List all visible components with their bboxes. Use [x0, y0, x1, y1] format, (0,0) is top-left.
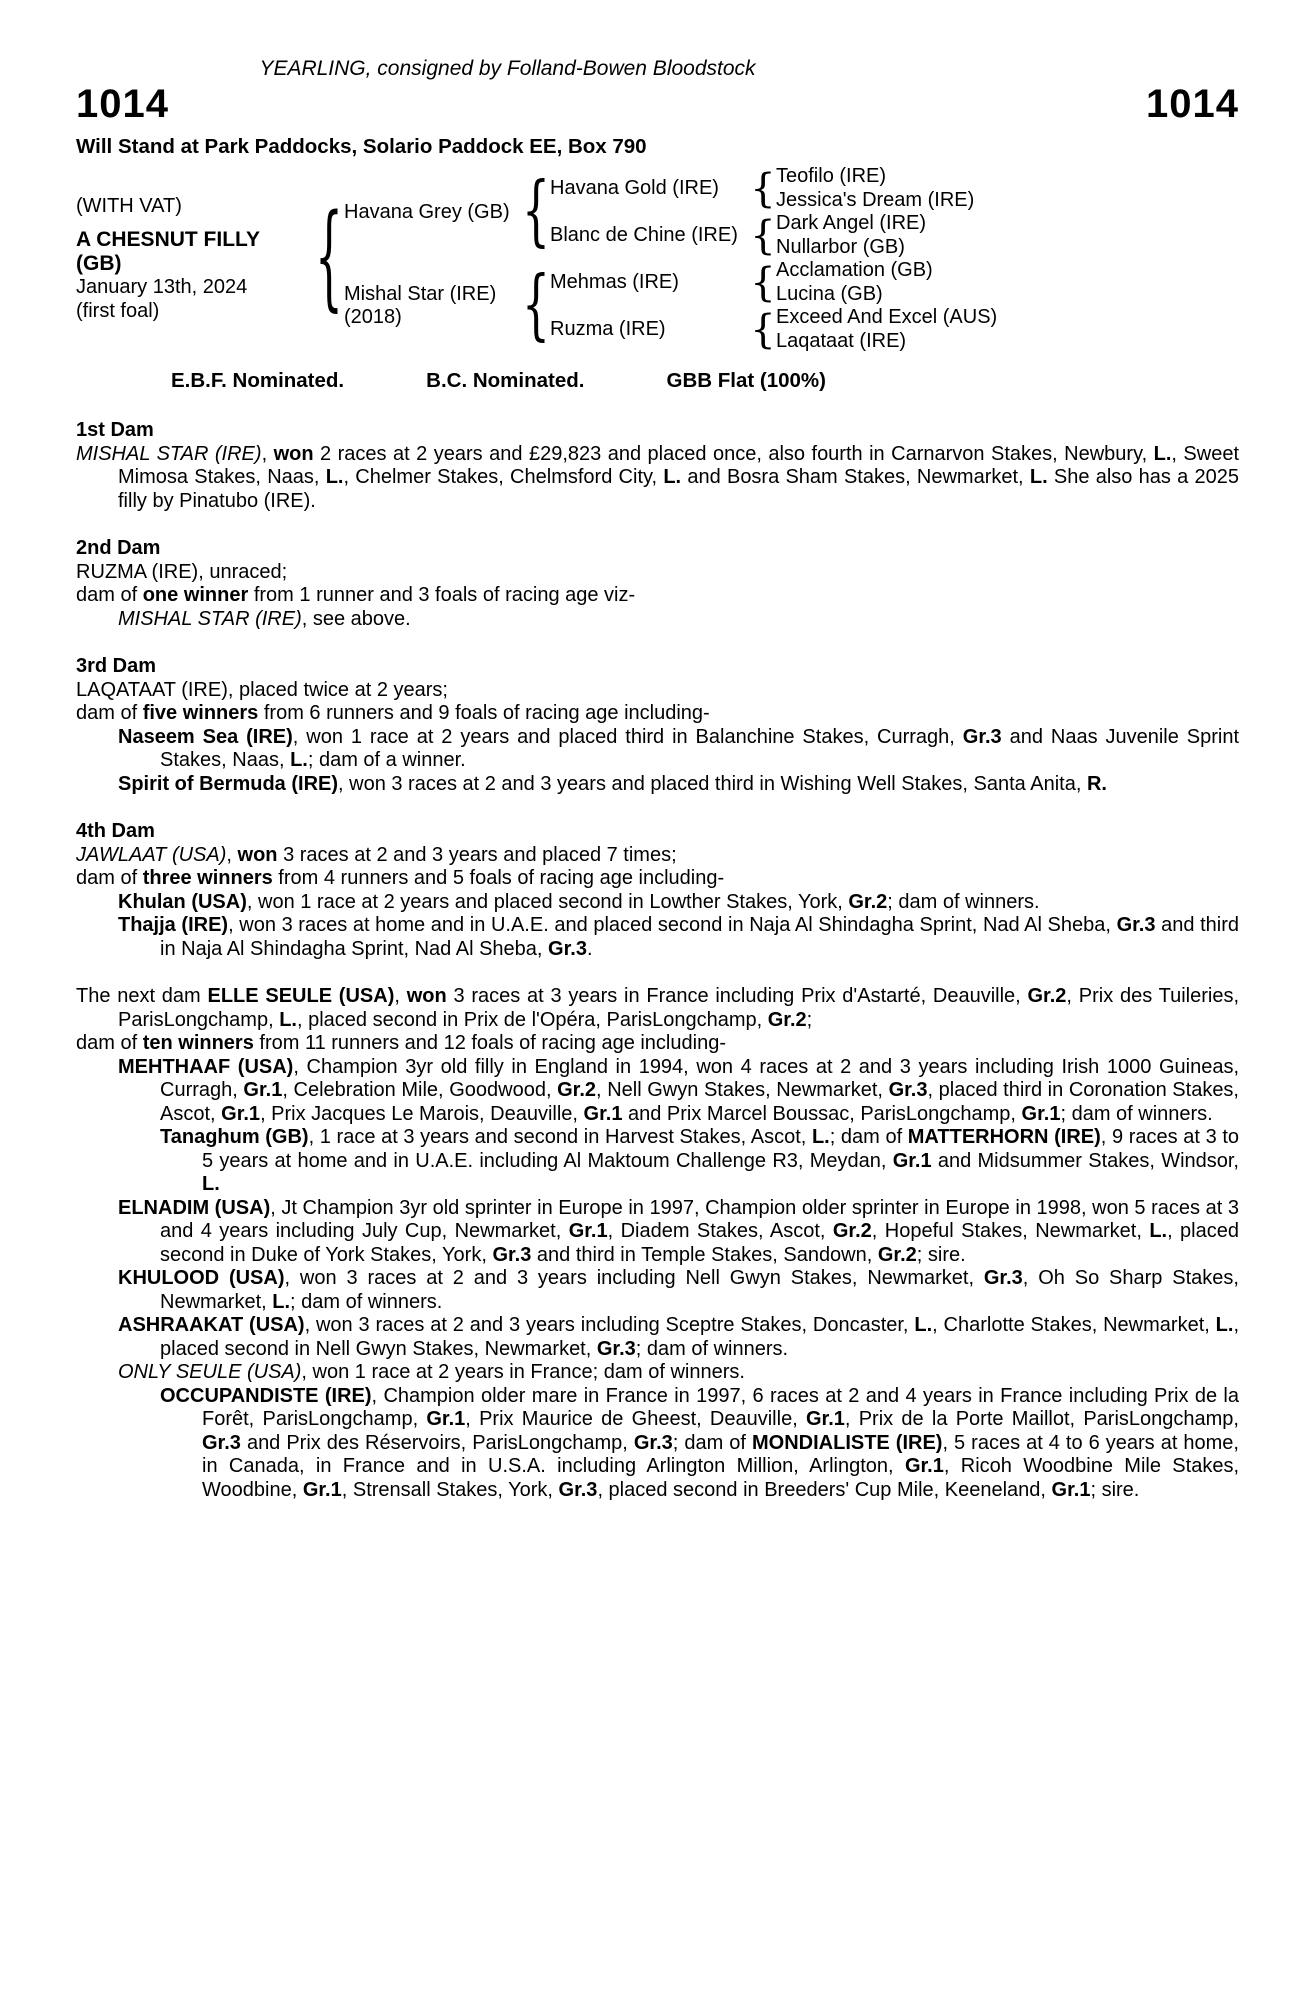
sire-dam-sire-name: Dark Angel (IRE): [776, 212, 927, 235]
pedigree-text-paragraph: [76, 891, 1239, 915]
dam-section: [76, 985, 1239, 1502]
text-segment: L.: [1215, 1314, 1234, 1337]
dam-section: [76, 537, 1239, 631]
consignor-line: YEARLING, consigned by Folland-Bowen Bloodstock: [259, 57, 756, 80]
text-segment: L.: [1029, 466, 1048, 489]
text-segment: , won 3 races at 2 and 3 years including Nell Gwyn Stakes, Newmarket,: [284, 1267, 984, 1290]
text-segment: ; dam of: [672, 1431, 752, 1454]
text-segment: She also has a 2025 filly by Pinatubo (IRE).: [118, 466, 1240, 512]
sire-dam-name: Blanc de Chine (IRE): [550, 224, 738, 247]
nominations-row: [171, 369, 826, 393]
text-segment: , Champion 3yr old filly in England in 1994, won 4 races at 2 and 3 years including Irish 1000 Guineas, Curragh,: [160, 1055, 1240, 1102]
lot-number-right: 1014: [1146, 82, 1239, 127]
text-segment: , Chelmer Stakes, Chelmsford City,: [343, 466, 664, 489]
text-segment: , won 1 race at 2 years in France; dam of winners.: [301, 1361, 745, 1384]
text-segment: RUZMA (IRE), unraced;: [76, 560, 288, 583]
text-segment: , Celebration Mile, Goodwood,: [282, 1079, 558, 1102]
text-segment: , Diadem Stakes, Ascot,: [607, 1220, 833, 1243]
pedigree-text-paragraph: [76, 1126, 1239, 1197]
text-segment: Gr.3: [888, 1079, 928, 1102]
lot-number-left: 1014: [76, 82, 169, 127]
text-segment: from 1 runner and 3 foals of racing age viz-: [248, 584, 636, 607]
dam-brace: {: [522, 260, 550, 350]
dam-dam-name: Ruzma (IRE): [550, 318, 666, 341]
text-segment: Gr.3: [548, 937, 587, 960]
sire-name: Havana Grey (GB): [344, 200, 510, 223]
sire-sire-row: [550, 165, 974, 212]
text-segment: , placed second in Breeders' Cup Mile, Keeneland,: [597, 1478, 1052, 1501]
text-segment: ; dam of a winner.: [307, 749, 466, 772]
text-segment: , Champion older mare in France in 1997, 6 races at 2 and 4 years in France including Prix de la Forêt, ParisLongchamp,: [202, 1384, 1240, 1431]
text-segment: Thajja (IRE): [118, 914, 229, 937]
foal-note: (first foal): [76, 300, 160, 323]
text-segment: , Prix des Tuileries, ParisLongchamp,: [118, 985, 1239, 1031]
lot-number-row: [76, 83, 1239, 125]
pedigree-text-paragraph: [76, 1314, 1239, 1361]
text-segment: L.: [279, 1008, 297, 1031]
text-segment: , Prix de la Porte Maillot, ParisLongchamp,: [844, 1408, 1239, 1431]
dam-sire-sire-name: Acclamation (GB): [776, 259, 933, 282]
text-segment: Gr.1: [221, 1102, 261, 1125]
text-segment: ELLE SEULE (USA): [207, 985, 395, 1008]
text-segment: ; dam of winners.: [887, 890, 1040, 913]
text-segment: ELNADIM (USA): [118, 1196, 271, 1219]
text-segment: from 6 runners and 9 foals of racing age including-: [258, 702, 710, 725]
dam-section-heading: 1st Dam: [76, 419, 154, 442]
pedigree-text-paragraph: [76, 561, 1239, 585]
text-segment: , Hopeful Stakes, Newmarket,: [871, 1220, 1150, 1243]
text-segment: L.: [1153, 442, 1172, 465]
sire-dam-dam-name: Nullarbor (GB): [776, 236, 905, 259]
text-segment: , 1 race at 3 years and second in Harvest Stakes, Ascot,: [308, 1126, 812, 1149]
text-segment: Gr.2: [767, 1008, 807, 1031]
pedigree-text-paragraph: [76, 1385, 1239, 1503]
dam-section: [76, 655, 1239, 796]
pedigree-block: [76, 165, 1239, 353]
dam-section-heading: 3rd Dam: [76, 655, 157, 678]
filly-description: A CHESNUT FILLY: [76, 228, 260, 252]
text-segment: , won 1 race at 2 years and placed second in Lowther Stakes, York,: [246, 890, 849, 913]
text-segment: Gr.3: [558, 1478, 598, 1501]
text-segment: , see above.: [301, 607, 411, 630]
pedigree-text-paragraph: [76, 702, 1239, 726]
dam-sire-row: [550, 259, 997, 306]
pedigree-text-paragraph: [76, 1197, 1239, 1268]
dam-name: Mishal Star (IRE): [344, 283, 497, 306]
text-segment: Gr.3: [1116, 914, 1156, 937]
text-segment: Gr.1: [243, 1079, 283, 1102]
text-segment: , Oh So Sharp Stakes, Newmarket,: [160, 1267, 1239, 1313]
bc-nominated-label: B.C. Nominated.: [426, 369, 585, 393]
text-segment: L.: [325, 466, 344, 489]
pedigree-text-paragraph: [76, 1267, 1239, 1314]
foal-date: January 13th, 2024: [76, 276, 248, 299]
dam-grandparents: [550, 259, 997, 353]
dam-year: (2018): [344, 306, 402, 329]
sire-grandparents: [550, 165, 974, 259]
text-segment: , 9 races at 3 to 5 years at home and in U.A.E. including Al Maktoum Challenge R3, Meydan,: [202, 1126, 1239, 1172]
text-segment: and third in Temple Stakes, Sandown,: [531, 1243, 878, 1266]
sire-dam-parents: [776, 212, 926, 259]
sire-sire-name: Havana Gold (IRE): [550, 177, 719, 200]
text-segment: Gr.2: [1027, 985, 1067, 1008]
text-segment: , Sweet Mimosa Stakes, Naas,: [118, 442, 1240, 489]
text-segment: L.: [1149, 1220, 1168, 1243]
text-segment: one winner: [142, 584, 249, 607]
text-segment: three winners: [142, 867, 273, 890]
dam-sire-dam-name: Lucina (GB): [776, 283, 883, 306]
dam-dam-row: [550, 306, 997, 353]
pedigree-text-paragraph: [76, 914, 1239, 961]
text-segment: LAQATAAT (IRE), placed twice at 2 years;: [76, 678, 448, 701]
text-segment: L.: [914, 1314, 933, 1337]
text-segment: won: [273, 442, 314, 465]
text-segment: Gr.3: [492, 1243, 532, 1266]
text-segment: and Midsummer Stakes, Windsor,: [931, 1149, 1239, 1172]
sire-brace: {: [522, 166, 550, 256]
text-segment: JAWLAAT (USA): [76, 843, 227, 866]
text-segment: ; dam of winners.: [635, 1337, 789, 1360]
text-segment: 3 races at 2 and 3 years and placed 7 times;: [277, 843, 677, 866]
dam-section: [76, 820, 1239, 961]
dam-dam-sire-name: Exceed And Excel (AUS): [776, 306, 998, 329]
stand-location-line: Will Stand at Park Paddocks, Solario Paddock EE, Box 790: [76, 135, 647, 159]
text-segment: ;: [806, 1008, 813, 1031]
text-segment: Gr.2: [848, 890, 888, 913]
text-segment: Gr.2: [557, 1079, 597, 1102]
text-segment: ONLY SEULE (USA): [118, 1361, 302, 1384]
text-segment: dam of: [76, 1032, 143, 1055]
sire-sire-parents: [776, 165, 974, 212]
text-segment: MISHAL STAR (IRE): [76, 442, 262, 465]
text-segment: , placed second in Prix de l'Opéra, ParisLongchamp,: [296, 1008, 768, 1031]
text-segment: dam of: [76, 867, 143, 890]
text-segment: Gr.3: [962, 725, 1002, 748]
dam-section-heading: 4th Dam: [76, 820, 155, 843]
text-segment: L.: [290, 749, 308, 772]
text-segment: MISHAL STAR (IRE): [118, 607, 302, 630]
text-segment: Khulan (USA): [118, 890, 247, 913]
pedigree-text-paragraph: [76, 1361, 1239, 1385]
dam-dam-brace: {: [750, 306, 776, 353]
text-segment: 2 races at 2 years and £29,823 and placed once, also fourth in Carnarvon Stakes, Newbury,: [313, 442, 1154, 465]
text-segment: , placed second in Nell Gwyn Stakes, Newmarket,: [160, 1314, 1240, 1360]
text-segment: , placed second in Duke of York Stakes, York,: [160, 1220, 1239, 1266]
dam-sire-name: Mehmas (IRE): [550, 271, 679, 294]
dam-section: [76, 419, 1239, 513]
text-segment: Spirit of Bermuda (IRE): [118, 772, 339, 795]
sire-dam-row: [550, 212, 974, 259]
text-segment: 3 races at 3 years in France including Prix d'Astarté, Deauville,: [446, 985, 1028, 1008]
text-segment: OCCUPANDISTE (IRE): [160, 1384, 372, 1407]
text-segment: , won 3 races at 2 and 3 years including Sceptre Stakes, Doncaster,: [304, 1314, 915, 1337]
text-segment: MATTERHORN (IRE): [907, 1126, 1101, 1149]
text-segment: ; dam of winners.: [1060, 1102, 1213, 1125]
text-segment: L.: [272, 1290, 291, 1313]
text-segment: , Prix Maurice de Gheest, Deauville,: [465, 1408, 806, 1431]
text-segment: .: [586, 937, 593, 960]
text-segment: L.: [811, 1126, 830, 1149]
dam-dam-dam-name: Laqataat (IRE): [776, 330, 907, 353]
sire-sire-dam-name: Jessica's Dream (IRE): [776, 189, 975, 212]
pedigree-text-paragraph: [76, 773, 1239, 797]
text-segment: and Prix des Réservoirs, ParisLongchamp,: [240, 1431, 634, 1454]
text-segment: Gr.1: [302, 1478, 342, 1501]
text-segment: Gr.2: [832, 1220, 872, 1243]
text-segment: MONDIALISTE (IRE): [752, 1431, 943, 1454]
text-segment: dam of: [76, 702, 143, 725]
filly-country-suffix: (GB): [76, 252, 122, 276]
ebf-nominated-label: E.B.F. Nominated.: [171, 369, 345, 393]
text-segment: from 4 runners and 5 foals of racing age including-: [272, 867, 725, 890]
text-segment: Gr.3: [596, 1337, 636, 1360]
text-segment: Gr.2: [877, 1243, 917, 1266]
text-segment: ; sire.: [1090, 1478, 1140, 1501]
text-segment: ASHRAAKAT (USA): [118, 1314, 305, 1337]
filly-info: [76, 194, 314, 324]
text-segment: KHULOOD (USA): [118, 1267, 285, 1290]
text-segment: Gr.1: [892, 1149, 932, 1172]
dam-sire-brace: {: [750, 259, 776, 306]
text-segment: Tanaghum (GB): [160, 1126, 309, 1149]
pedigree-tree: [344, 165, 997, 353]
text-segment: won: [237, 843, 278, 866]
text-segment: and Naas Juvenile Sprint Stakes, Naas,: [160, 725, 1240, 772]
dam-sire-parents: [776, 259, 933, 306]
text-segment: ,: [226, 843, 238, 866]
text-segment: Gr.3: [983, 1267, 1023, 1290]
text-segment: ; sire.: [916, 1243, 966, 1266]
text-segment: ; dam of: [829, 1126, 908, 1149]
vat-note: (WITH VAT): [76, 195, 182, 218]
text-segment: Gr.3: [202, 1431, 241, 1454]
text-segment: , Strensall Stakes, York,: [341, 1478, 559, 1501]
text-segment: , Jt Champion 3yr old sprinter in Europe in 1997, Champion older sprinter in Europe in 1998, won 5 races at 3 and 4 years including July Cup, Newmarket,: [160, 1196, 1239, 1243]
sire-dam-brace: {: [750, 212, 776, 259]
text-segment: Gr.1: [1051, 1478, 1091, 1501]
text-segment: L.: [663, 466, 682, 489]
text-segment: , won 3 races at 2 and 3 years and placed third in Wishing Well Stakes, Santa Anita,: [338, 772, 1087, 795]
dam-section-heading: 2nd Dam: [76, 537, 161, 560]
text-segment: from 11 runners and 12 foals of racing age including-: [253, 1032, 726, 1055]
text-segment: Gr.1: [583, 1102, 623, 1125]
pedigree-text-paragraph: [76, 844, 1239, 868]
dam-name-cell: [344, 283, 522, 329]
text-segment: ten winners: [142, 1032, 254, 1055]
pedigree-text-paragraph: [76, 1056, 1239, 1127]
pedigree-text-paragraph: [76, 985, 1239, 1032]
text-segment: , Prix Jacques Le Marois, Deauville,: [260, 1102, 584, 1125]
text-segment: Gr.1: [904, 1455, 944, 1478]
text-segment: and Bosra Sham Stakes, Newmarket,: [681, 466, 1030, 489]
pedigree-text-paragraph: [76, 867, 1239, 891]
text-segment: dam of: [76, 584, 143, 607]
pedigree-text-paragraph: [76, 679, 1239, 703]
text-segment: Gr.3: [633, 1431, 673, 1454]
pedigree-text-paragraph: [76, 726, 1239, 773]
sire-sire-brace: {: [750, 165, 776, 212]
text-segment: , placed third in Coronation Stakes, Ascot,: [160, 1079, 1239, 1125]
text-segment: ; dam of winners.: [290, 1290, 443, 1313]
text-segment: ,: [261, 442, 274, 465]
text-segment: won: [406, 985, 447, 1008]
text-segment: , Nell Gwyn Stakes, Newmarket,: [596, 1079, 889, 1102]
text-segment: Naseem Sea (IRE): [118, 725, 293, 748]
text-segment: L.: [202, 1173, 220, 1196]
text-segment: Gr.1: [568, 1220, 608, 1243]
pedigree-text-paragraph: [76, 608, 1239, 632]
text-segment: The next dam: [76, 985, 208, 1008]
text-segment: R.: [1086, 772, 1107, 795]
pedigree-text-paragraph: [76, 1032, 1239, 1056]
text-segment: five winners: [142, 702, 259, 725]
gbb-flat-label: GBB Flat (100%): [666, 369, 826, 393]
text-segment: Gr.1: [1021, 1102, 1061, 1125]
pedigree-text-paragraph: [76, 584, 1239, 608]
dam-dam-parents: [776, 306, 997, 353]
text-segment: ,: [394, 985, 407, 1008]
text-segment: , Ricoh Woodbine Mile Stakes, Woodbine,: [202, 1455, 1240, 1501]
text-segment: and Prix Marcel Boussac, ParisLongchamp,: [622, 1102, 1022, 1125]
text-segment: , 5 races at 4 to 6 years at home, in Canada, in France and in U.S.A. including Arlington Million, Arlington,: [202, 1431, 1239, 1478]
sire-block: [344, 165, 997, 259]
sire-sire-sire-name: Teofilo (IRE): [776, 165, 887, 188]
pedigree-text-paragraph: [76, 443, 1239, 514]
text-segment: Gr.1: [806, 1408, 845, 1431]
text-segment: Gr.1: [426, 1408, 466, 1431]
text-segment: and third in Naja Al Shindagha Sprint, Nad Al Sheba,: [160, 914, 1239, 960]
text-segment: , won 3 races at home and in U.A.E. and placed second in Naja Al Shindagha Sprint, Nad Al Sheba,: [228, 914, 1117, 937]
text-segment: MEHTHAAF (USA): [118, 1055, 294, 1078]
text-segment: , won 1 race at 2 years and placed third in Balanchine Stakes, Curragh,: [292, 725, 963, 748]
pedigree-main-brace: {: [315, 191, 343, 325]
text-segment: , Charlotte Stakes, Newmarket,: [932, 1314, 1216, 1337]
catalog-sections: [76, 419, 1239, 1502]
dam-block: [344, 259, 997, 353]
